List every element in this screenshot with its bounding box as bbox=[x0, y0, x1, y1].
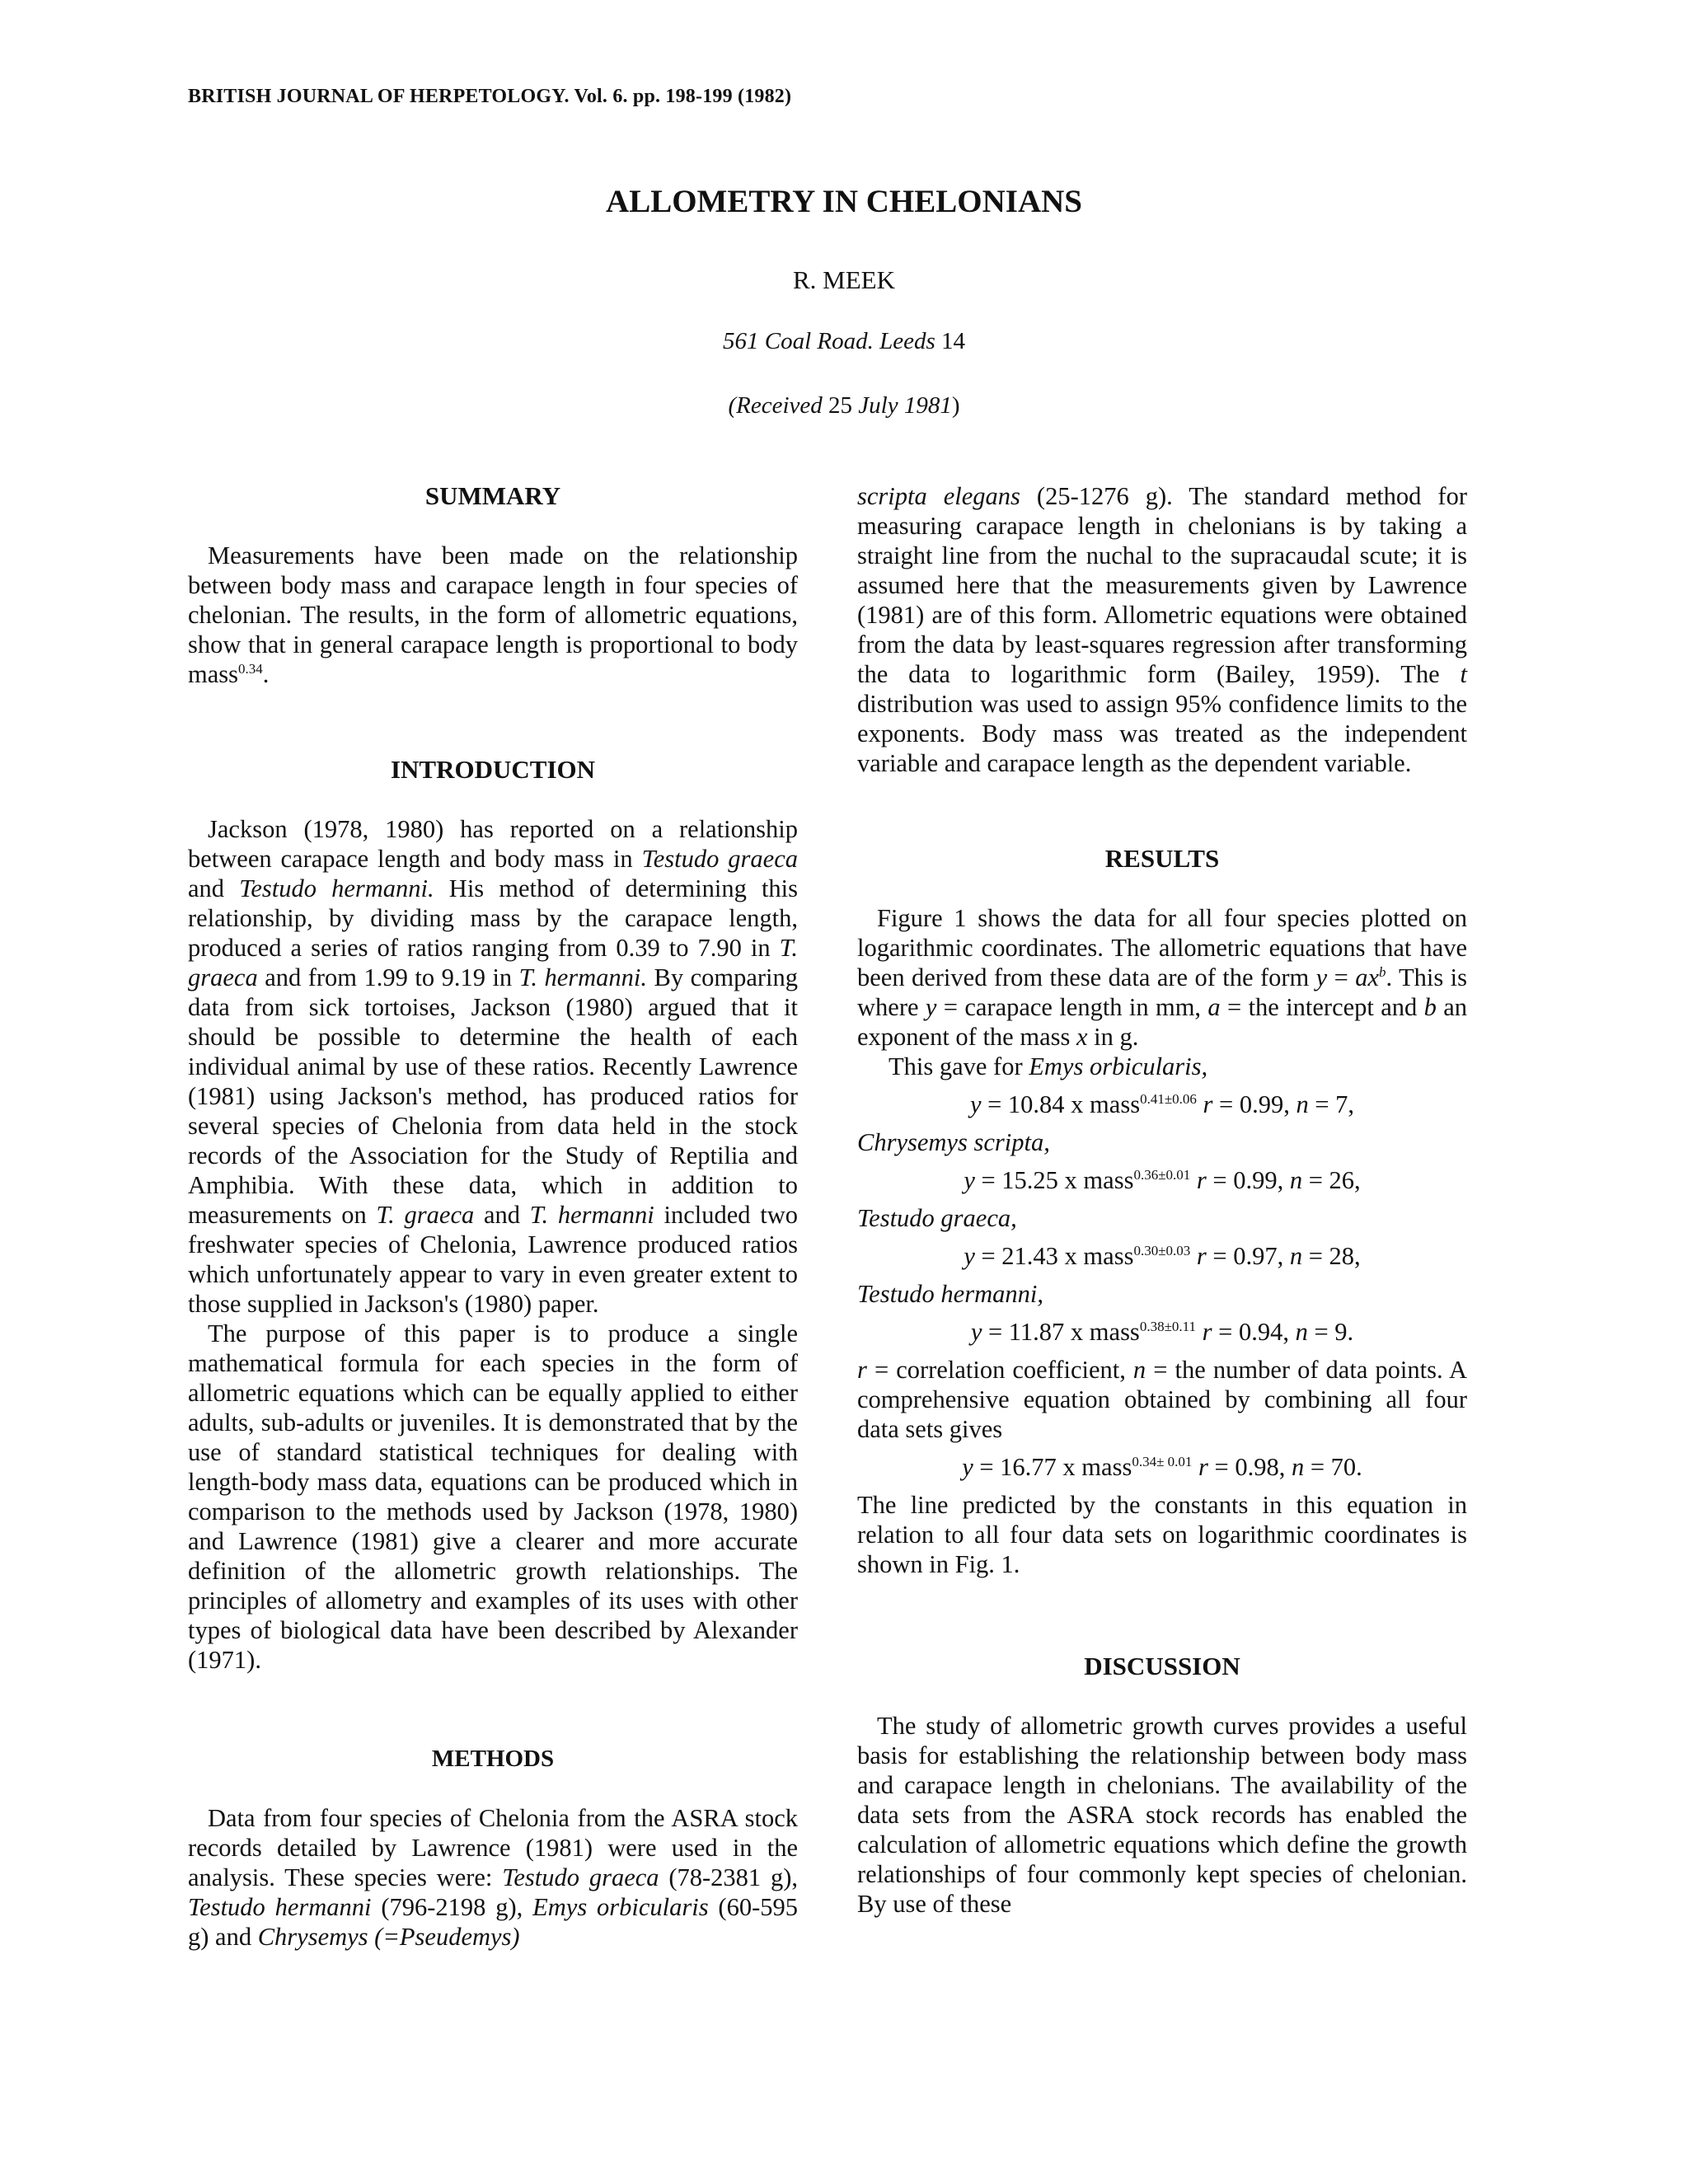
eq-r-val: = 0.98, bbox=[1214, 1453, 1286, 1481]
species-testudo-hermanni: Testudo hermanni. bbox=[239, 874, 434, 902]
form-end: . bbox=[1386, 963, 1393, 991]
eq-y: y bbox=[964, 1242, 975, 1270]
eq-r: r bbox=[1198, 1453, 1208, 1481]
methods-text-e: (25-1276 g). The standard method for measuring carapace length in chelonians is by taking a straight line from the nuchal to the supracaudal scute; it is assumed here that the measurements given by Lawrence (1981) are of this form. Allometric equations were obtained from the data by least-squares regression after transforming the data to logarithmic form (Bailey, 1959). The bbox=[857, 482, 1467, 688]
equation-hermanni bbox=[857, 1317, 1467, 1347]
summary-end: . bbox=[262, 660, 270, 688]
received-month: July 1981 bbox=[858, 392, 952, 419]
form-equals: = bbox=[1327, 963, 1356, 991]
equation-combined bbox=[857, 1452, 1467, 1482]
methods-species-5: scripta elegans bbox=[857, 482, 1020, 510]
var-y: y bbox=[925, 993, 937, 1021]
eq-r: r bbox=[1196, 1166, 1207, 1194]
intro-text-b: and bbox=[188, 874, 225, 902]
intro-text-c: His method of determining this relationship, by dividing mass by the carapace length, produced a series of ratios ranging from 0.39 to 7.90 in bbox=[188, 874, 799, 962]
eq-n-val: = 70. bbox=[1310, 1453, 1362, 1481]
introduction-heading: INTRODUCTION bbox=[390, 755, 596, 784]
methods-species-3: Emys orbicularis bbox=[532, 1893, 709, 1921]
right-column bbox=[857, 481, 1467, 1919]
eq-y: y bbox=[969, 1090, 982, 1118]
results-text-2e: in g. bbox=[1094, 1023, 1139, 1051]
species-t-hermanni: T. hermanni. bbox=[518, 963, 648, 991]
eq-coef: = 21.43 x mass bbox=[981, 1242, 1134, 1270]
eq-y: y bbox=[964, 1166, 975, 1194]
results-paragraph-4: The line predicted by the constants in this equation in relation to all four data sets on logarithmic coordinates is shown in Fig. 1. bbox=[857, 1491, 1467, 1578]
results-heading: RESULTS bbox=[1104, 844, 1220, 873]
intro-text-a: Jackson (1978, 1980) has reported on a relationship between carapace length and body mass in bbox=[188, 815, 798, 873]
form-y: y bbox=[1315, 963, 1328, 991]
paper-title: ALLOMETRY IN CHELONIANS bbox=[606, 184, 1082, 219]
methods-text-c: (796-2198 g), bbox=[381, 1893, 523, 1921]
species-emys: Emys orbicularis, bbox=[1029, 1052, 1208, 1080]
var-a: a bbox=[1207, 993, 1221, 1021]
results-paragraph-3 bbox=[857, 1355, 1467, 1444]
eq-n: n bbox=[1291, 1453, 1305, 1481]
eq-r-val: = 0.99, bbox=[1219, 1090, 1290, 1118]
var-b: b bbox=[1423, 993, 1437, 1021]
species-t-graeca: T. graeca bbox=[188, 934, 798, 991]
eq-exp: 0.30±0.03 bbox=[1133, 1242, 1191, 1258]
eq-n: n bbox=[1296, 1090, 1309, 1118]
author: R. MEEK bbox=[793, 265, 895, 294]
var-x: x bbox=[1076, 1023, 1088, 1051]
eq-coef: = 16.77 x mass bbox=[979, 1453, 1132, 1481]
species-t-hermanni-2: T. hermanni bbox=[529, 1201, 654, 1229]
eq-n-val: = 26, bbox=[1308, 1166, 1361, 1194]
intro-paragraph-1 bbox=[188, 814, 798, 1319]
species-chrysemys: Chrysemys scripta, bbox=[857, 1128, 1050, 1156]
discussion-heading: DISCUSSION bbox=[1084, 1652, 1240, 1680]
eq-n-val: = 28, bbox=[1308, 1242, 1361, 1270]
species-hermanni: Testudo hermanni, bbox=[857, 1280, 1043, 1308]
methods-species-4: Chrysemys (=Pseudemys) bbox=[257, 1923, 520, 1951]
methods-heading: METHODS bbox=[431, 1746, 555, 1772]
methods-text-d: (60-595 g) and bbox=[188, 1893, 798, 1951]
intro-text-d: and from 1.99 to 9.19 in bbox=[265, 963, 513, 991]
address-number: 14 bbox=[941, 328, 966, 354]
eq-coef: = 10.84 x mass bbox=[987, 1090, 1141, 1118]
results-text-1: Figure 1 shows the data for all four species plotted on logarithmic coordinates. The allometric equations that have been derived from these data are of the form bbox=[857, 904, 1467, 991]
intro-text-e: By comparing data from sick tortoises, Jackson (1980) argued that it should be possible to determine the health of each individual animal by use of these ratios. Recently Lawrence (1981) using Jackson's method, has produced ratios for several species of Chelonia from data held in the stock records of the Association for the Study of Reptilia and Amphibia. With these data, which in addition to measurements on bbox=[188, 963, 799, 1229]
summary-exponent: 0.34 bbox=[238, 660, 263, 677]
eq-coef: = 15.25 x mass bbox=[981, 1166, 1134, 1194]
methods-species-1: Testudo graeca bbox=[502, 1863, 659, 1891]
intro-text-g: included two freshwater species of Chelonia, Lawrence produced ratios which unfortunately appear to vary in even greater extent to those supplied in Jackson's (1980) paper. bbox=[188, 1201, 799, 1318]
left-column bbox=[188, 481, 798, 1952]
equation-emys bbox=[857, 1090, 1467, 1119]
discussion-paragraph: The study of allometric growth curves provides a useful basis for establishing the relationship between body mass and carapace length in chelonians. The availability of the data sets from the ASRA stock records has enabled the calculation of allometric equations which define the growth relationships of four commonly kept species of chelonian. By use of these bbox=[857, 1712, 1467, 1918]
intro-paragraph-2: The purpose of this paper is to produce a single mathematical formula for each species in the form of allometric equations which can be equally applied to either adults, sub-adults or juveniles. It is demonstrated that by the use of standard statistical techniques for dealing with length-body mass data, equations can be produced which in comparison to the methods used by Jackson (1978, 1980) and Lawrence (1981) give a clearer and more accurate definition of the allometric growth relationships. The principles of allometry and examples of its uses with other types of biological data have been described by Alexander (1971). bbox=[188, 1319, 798, 1674]
eq-exp: 0.34± 0.01 bbox=[1132, 1453, 1193, 1469]
results-text-2b: = carapace length in mm, bbox=[943, 993, 1202, 1021]
results-text-3b: = the number of data points. A comprehensive equation obtained by combining all four data sets gives bbox=[857, 1356, 1468, 1443]
eq-exp: 0.38±0.11 bbox=[1139, 1318, 1197, 1334]
eq-n: n bbox=[1289, 1166, 1303, 1194]
var-r: r bbox=[857, 1356, 867, 1384]
results-text-2d: an exponent of the mass bbox=[857, 993, 1468, 1051]
methods-paragraph-part1 bbox=[188, 1803, 798, 1952]
equation-chrysemys bbox=[857, 1165, 1467, 1195]
eq-n-val: = 9. bbox=[1314, 1318, 1354, 1346]
received-day: 25 bbox=[828, 392, 853, 419]
eq-n: n bbox=[1289, 1242, 1303, 1270]
equation-graeca bbox=[857, 1241, 1467, 1271]
species-t-graeca-2: T. graeca bbox=[376, 1201, 475, 1229]
summary-body: Measurements have been made on the relationship between body mass and carapace length in four species of chelonian. The results, in the form of allometric equations, show that in general carapace length is proportional to body mass bbox=[188, 541, 798, 688]
received-open: (Received bbox=[728, 392, 823, 419]
species-testudo-graeca: Testudo graeca bbox=[641, 845, 798, 873]
eq-y: y bbox=[962, 1453, 973, 1481]
form-b: b bbox=[1379, 963, 1386, 980]
eq-exp: 0.36±0.01 bbox=[1133, 1166, 1191, 1183]
results-gave bbox=[857, 1052, 1467, 1081]
author-address bbox=[0, 328, 1688, 355]
eq-coef: = 11.87 x mass bbox=[987, 1318, 1140, 1346]
eq-r-val: = 0.94, bbox=[1218, 1318, 1289, 1346]
eq-r: r bbox=[1202, 1318, 1212, 1346]
summary-text bbox=[188, 541, 798, 689]
methods-species-2: Testudo hermanni bbox=[188, 1893, 372, 1921]
intro-text-f: and bbox=[483, 1201, 521, 1229]
eq-r: r bbox=[1196, 1242, 1207, 1270]
results-text-2c: = the intercept and bbox=[1227, 993, 1418, 1021]
received-date bbox=[0, 392, 1688, 419]
journal-header: BRITISH JOURNAL OF HERPETOLOGY. Vol. 6. pp. 198-199 (1982) bbox=[188, 86, 792, 107]
results-text-3a: = correlation coefficient, bbox=[874, 1356, 1126, 1384]
var-n: n bbox=[1132, 1356, 1146, 1384]
methods-text-f: distribution was used to assign 95% confidence limits to the exponents. Body mass was treated as the independent variable and carapace length as the dependent variable. bbox=[857, 690, 1467, 777]
form-ax: ax bbox=[1355, 963, 1380, 991]
results-paragraph-1 bbox=[857, 903, 1467, 1052]
methods-text-b: (78-2381 g), bbox=[668, 1863, 798, 1891]
eq-r-val: = 0.97, bbox=[1212, 1242, 1284, 1270]
eq-r-val: = 0.99, bbox=[1212, 1166, 1284, 1194]
methods-text-a: Data from four species of Chelonia from the ASRA stock records detailed by Lawrence (1981) were used in the analysis. These species were: bbox=[188, 1804, 798, 1891]
eq-n-val: = 7, bbox=[1315, 1090, 1355, 1118]
received-close: ) bbox=[951, 392, 960, 419]
species-graeca: Testudo graeca, bbox=[857, 1204, 1017, 1232]
eq-exp: 0.41±0.06 bbox=[1140, 1090, 1197, 1107]
gave-text: This gave for bbox=[889, 1052, 1023, 1080]
address-street: 561 Coal Road. Leeds bbox=[722, 328, 935, 354]
methods-t-symbol: t bbox=[1460, 660, 1468, 688]
eq-n: n bbox=[1295, 1318, 1308, 1346]
results-text-2a: This is where bbox=[857, 963, 1468, 1021]
eq-y: y bbox=[970, 1318, 982, 1346]
summary-heading: SUMMARY bbox=[424, 481, 561, 510]
methods-paragraph-part2 bbox=[857, 481, 1467, 778]
eq-r: r bbox=[1203, 1090, 1213, 1118]
